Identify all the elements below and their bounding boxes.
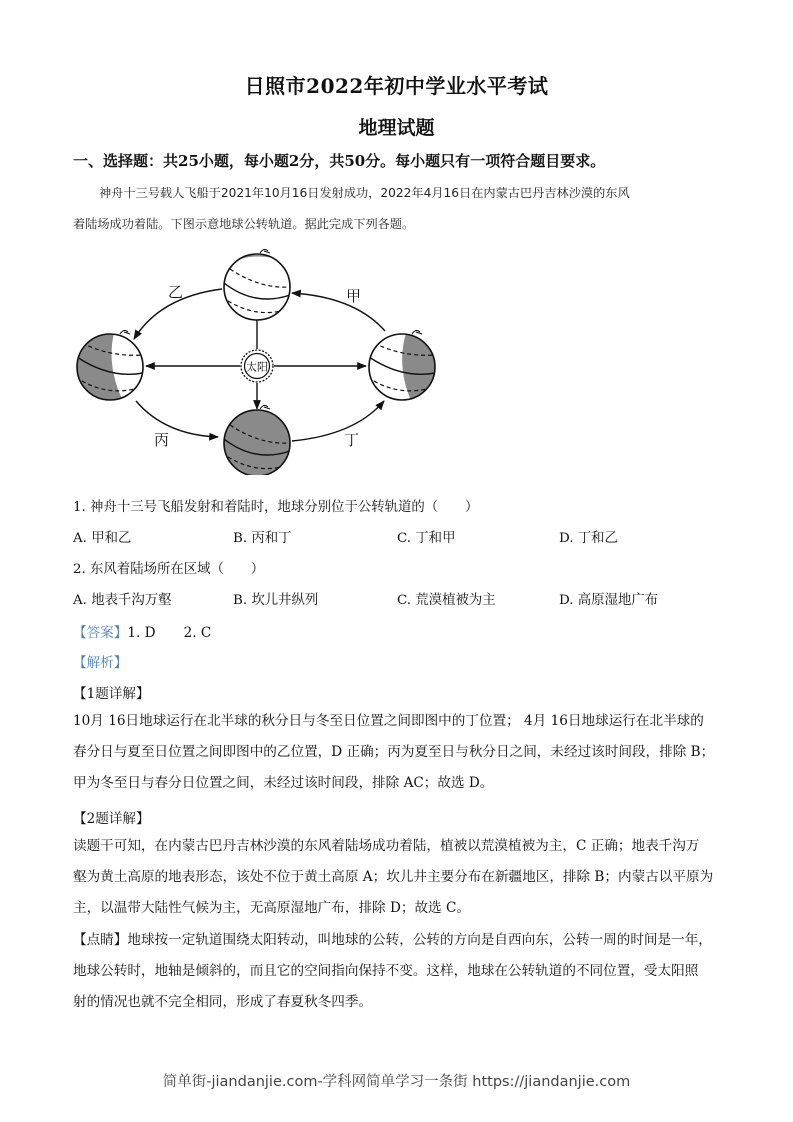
answer-q2: 2. C [183, 625, 212, 641]
globe-bottom [224, 408, 290, 475]
q1-option-d[interactable]: D. 丁和乙 [559, 531, 618, 546]
orbit-arc-ding [292, 401, 384, 441]
analysis-tag: 【解析】 [73, 655, 128, 671]
q2-option-b[interactable]: B. 坎儿井纵列 [233, 593, 319, 608]
tip-tag: 【点睛】 [73, 932, 128, 948]
intro-line-1: 神舟十三号载人飞船于2021年10月16日发射成功，2022年4月16日在内蒙古巴丹吉林沙漠的东风 [99, 186, 630, 200]
question-1-stem: 1. 神舟十三号飞船发射和着陆时，地球分别位于公转轨道的（ ） [73, 500, 479, 515]
answer-tag: 【答案】 [73, 625, 128, 641]
label-bing: 丙 [154, 431, 170, 449]
q1-option-c[interactable]: C. 丁和甲 [397, 531, 456, 546]
answer-q1: 1. D [127, 625, 156, 641]
q2-detail-heading: 【2题详解】 [73, 811, 150, 827]
q2-option-a[interactable]: A. 地表千沟万壑 [73, 593, 172, 608]
label-ding: 丁 [344, 431, 360, 449]
q2-detail-paragraph: 读题干可知，在内蒙古巴丹吉林沙漠的东风着陆场成功着陆，植被以荒漠植被为主，C 正确；地表千沟万 壑为黄土高原的地表形态，该处不位于黄土高原 A；坎儿井主要分布在新疆地区，排除 B；内蒙古以平原为 主，以温带大陆性气候为主，无高原湿地广布，排除 D；故选 C。 [73, 838, 714, 916]
q2-option-c[interactable]: C. 荒漠植被为主 [397, 593, 496, 608]
q2-option-d[interactable]: D. 高原湿地广布 [559, 593, 659, 608]
label-jia: 甲 [346, 287, 362, 305]
earth-orbit-diagram [70, 245, 450, 475]
question-2-stem: 2. 东风着陆场所在区域（ ） [73, 562, 265, 577]
q1-detail-heading: 【1题详解】 [73, 686, 150, 702]
svg-text:太阳: 太阳 [246, 360, 268, 374]
footer-watermark: 简单街-jiandanjie.com-学科网简单学习一条街 https://jiandanjie.com [162, 1074, 631, 1090]
intro-paragraph [73, 178, 723, 240]
q1-detail-paragraph: 10月 16日地球运行在北半球的秋分日与冬至日位置之间即图中的丁位置； 4月 16日地球运行在北半球的 春分日与夏至日位置之间即图中的乙位置，D 正确；丙为夏至日与秋分日之间，未经过该时间段，排除 B； 甲为冬至日与春分日位置之间，未经过该时间段，排除 AC；故选 D。 [73, 713, 715, 791]
orbit-arc-bing [136, 401, 218, 437]
label-yi: 乙 [168, 283, 184, 301]
exam-title: 日照市2022年初中学业水平考试 [244, 74, 549, 98]
sun-icon [241, 350, 273, 382]
q1-option-b[interactable]: B. 丙和丁 [233, 531, 292, 546]
section-heading: 一、选择题：共25小题，每小题2分，共50分。每小题只有一项符合题目要求。 [73, 152, 606, 170]
orbit-arc-jia [292, 293, 385, 331]
tip-paragraph: 【点睛】地球按一定轨道围绕太阳转动，叫地球的公转，公转的方向是自西向东，公转一周的时间是一年， 地球公转时，地轴是倾斜的，而且它的空间指向保持不变。这样，地球在公转轨道的不同位置，受太阳照 射的情况也就不完全相同，形成了春夏秋冬四季。 [73, 932, 712, 1010]
q1-option-a[interactable]: A. 甲和乙 [73, 531, 132, 546]
exam-subtitle: 地理试题 [358, 117, 435, 139]
intro-line-2: 着陆场成功着陆。下图示意地球公转轨道。据此完成下列各题。 [73, 217, 415, 231]
answer-line [73, 621, 211, 641]
